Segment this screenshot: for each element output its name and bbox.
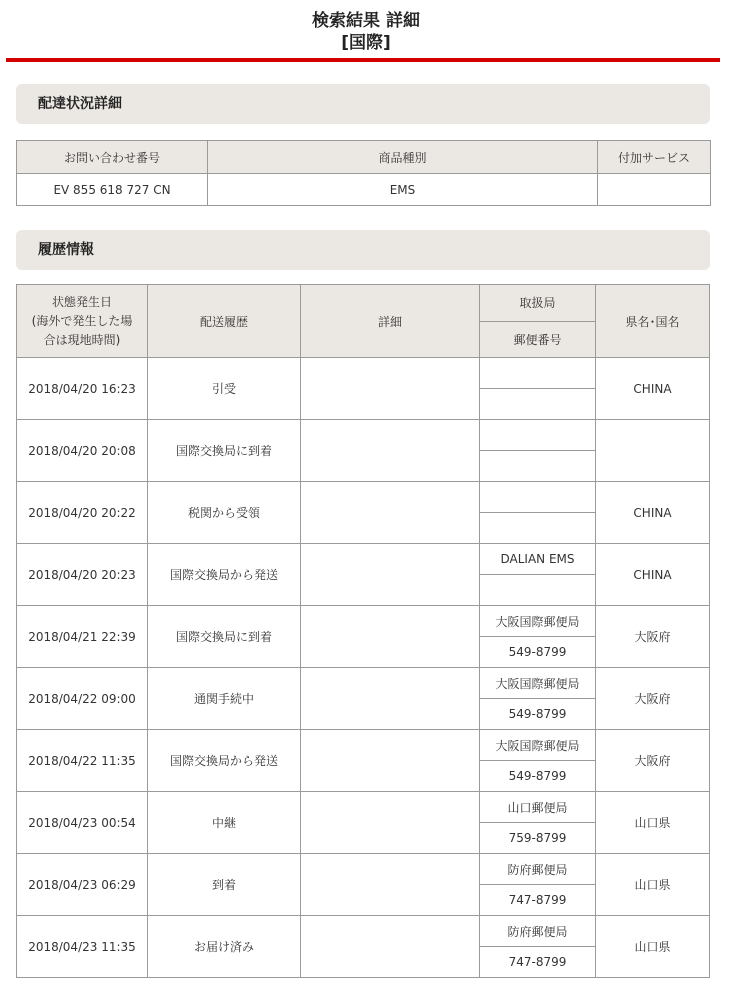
extra-service [598,174,711,206]
history-event: 引受 [148,358,301,420]
history-postal-code: 549-8799 [480,761,596,792]
history-detail [301,544,480,606]
history-postal-code: 747-8799 [480,885,596,916]
history-date: 2018/04/21 22:39 [17,606,148,668]
history-date: 2018/04/23 00:54 [17,792,148,854]
history-postal-code: 549-8799 [480,637,596,668]
history-event: 国際交換局に到着 [148,420,301,482]
history-detail [301,916,480,978]
history-region: 大阪府 [596,730,710,792]
history-row [17,668,710,699]
history-office: 山口郵便局 [480,792,596,823]
item-type: EMS [208,174,598,206]
delivery-summary-table [16,140,711,206]
col-status-date [17,285,148,358]
history-row [17,544,710,575]
history-postal-code: 549-8799 [480,699,596,730]
history-date: 2018/04/23 06:29 [17,854,148,916]
history-row [17,606,710,637]
history-detail [301,730,480,792]
history-event: 税関から受領 [148,482,301,544]
history-date: 2018/04/20 20:08 [17,420,148,482]
col-office: 取扱局 [480,285,596,322]
col-item-type: 商品種別 [208,141,598,174]
page-title-line1: 検索結果 詳細 [312,11,420,31]
tracking-number: EV 855 618 727 CN [17,174,208,206]
history-row [17,358,710,389]
history-postal-code [480,513,596,544]
history-office: 大阪国際郵便局 [480,730,596,761]
col-history: 配送履歴 [148,285,301,358]
history-event: 中継 [148,792,301,854]
col-tracking-number: お問い合わせ番号 [17,141,208,174]
history-postal-code [480,575,596,606]
col-detail: 詳細 [301,285,480,358]
history-heading: 履歴情報 [16,230,710,270]
history-region [596,420,710,482]
history-postal-code: 747-8799 [480,947,596,978]
history-row [17,420,710,451]
title-divider [6,58,720,62]
history-region: CHINA [596,544,710,606]
history-row [17,482,710,513]
history-row [17,730,710,761]
history-detail [301,482,480,544]
col-extra-service: 付加サービス [598,141,711,174]
history-body [17,358,710,978]
history-event: 国際交換局から発送 [148,544,301,606]
history-office: DALIAN EMS [480,544,596,575]
history-row [17,854,710,885]
history-detail [301,606,480,668]
history-region: 山口県 [596,916,710,978]
history-office: 大阪国際郵便局 [480,668,596,699]
history-event: 国際交換局から発送 [148,730,301,792]
history-office: 防府郵便局 [480,916,596,947]
history-detail [301,792,480,854]
delivery-status-heading: 配達状況詳細 [16,84,710,124]
history-detail [301,358,480,420]
history-date: 2018/04/20 16:23 [17,358,148,420]
history-office [480,358,596,389]
col-region: 県名･国名 [596,285,710,358]
history-region: 大阪府 [596,668,710,730]
history-office: 大阪国際郵便局 [480,606,596,637]
history-region: 大阪府 [596,606,710,668]
history-office [480,420,596,451]
history-date: 2018/04/23 11:35 [17,916,148,978]
history-region: CHINA [596,358,710,420]
history-postal-code [480,389,596,420]
history-event: お届け済み [148,916,301,978]
history-event: 到着 [148,854,301,916]
history-date: 2018/04/20 20:22 [17,482,148,544]
history-postal-code: 759-8799 [480,823,596,854]
page-title [0,10,732,54]
col-postal-code: 郵便番号 [480,321,596,358]
history-event: 通関手続中 [148,668,301,730]
history-date: 2018/04/20 20:23 [17,544,148,606]
history-row [17,916,710,947]
history-region: 山口県 [596,792,710,854]
col-status-date-text: 状態発生日 (海外で発生した場 合は現地時間) [31,294,133,347]
history-region: CHINA [596,482,710,544]
history-detail [301,668,480,730]
history-date: 2018/04/22 09:00 [17,668,148,730]
history-detail [301,854,480,916]
history-detail [301,420,480,482]
history-postal-code [480,451,596,482]
history-office: 防府郵便局 [480,854,596,885]
history-date: 2018/04/22 11:35 [17,730,148,792]
history-row [17,792,710,823]
history-event: 国際交換局に到着 [148,606,301,668]
page-title-line2: [国際] [341,33,391,53]
history-region: 山口県 [596,854,710,916]
history-table [16,284,710,978]
history-office [480,482,596,513]
